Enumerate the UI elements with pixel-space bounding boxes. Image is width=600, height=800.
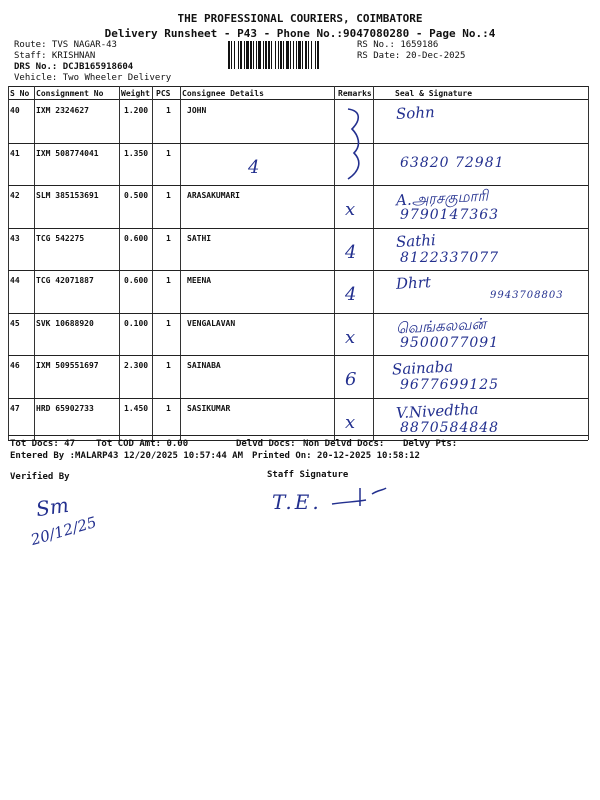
barcode-bar <box>275 41 276 69</box>
col-sno: S No <box>10 89 30 98</box>
row-pcs: 1 <box>166 361 171 370</box>
signature-phone: 9500077091 <box>400 334 500 351</box>
signature-phone: 9790147363 <box>400 207 500 223</box>
row-consignment-no: SLM 385153691 <box>36 191 99 200</box>
barcode-bar <box>296 41 297 69</box>
signature-name: Dhrt <box>395 273 432 293</box>
barcode-bar <box>250 41 252 69</box>
row-consignment-no: IXM 509551697 <box>36 361 99 370</box>
signature-phone: 9943708803 <box>490 290 564 301</box>
col-signature: Seal & Signature <box>395 89 473 98</box>
row-pcs: 1 <box>166 233 171 243</box>
verifier-initials: Sm <box>34 492 71 522</box>
row-sno: 43 <box>10 233 20 243</box>
rs-number: RS No.: 1659186 <box>357 40 439 50</box>
row-consignee: VENGALAVAN <box>187 318 236 328</box>
row-consignee: JOHN <box>187 106 207 115</box>
signature-name: V.Nivedtha <box>395 399 479 422</box>
barcode-bar <box>253 41 254 69</box>
barcode-bar <box>293 41 294 69</box>
staff-text: Staff: KRISHNAN <box>14 51 96 61</box>
row-consignee: ARASAKUMARI <box>187 191 240 200</box>
remark-mark: 6 <box>345 369 357 390</box>
barcode-bar <box>234 41 235 69</box>
row-weight: 0.600 <box>124 233 149 243</box>
row-consignment-no: SVK 10688920 <box>36 318 94 328</box>
signature-phone: 8870584848 <box>400 419 500 436</box>
remark-mark: x <box>345 199 356 220</box>
remark-mark: x <box>345 411 356 433</box>
row-weight: 2.300 <box>124 361 149 370</box>
col-weight: Weight <box>121 89 150 98</box>
row-consignment-no: IXM 508774041 <box>36 148 99 158</box>
barcode-bar <box>298 41 301 69</box>
barcode-bar <box>283 41 284 69</box>
row-consignee: SASIKUMAR <box>187 403 231 413</box>
barcode-bar <box>308 41 309 69</box>
barcode-bar <box>244 41 245 69</box>
barcode-bar <box>256 41 257 69</box>
barcode-bar <box>271 41 272 69</box>
barcode-bar <box>268 41 270 69</box>
signature-phone: 9677699125 <box>400 377 500 393</box>
row-consignee: SATHI <box>187 233 212 243</box>
barcode-bar <box>263 41 264 69</box>
staff-signature-label: Staff Signature <box>267 470 349 480</box>
col-pcs: PCS <box>156 89 171 98</box>
row-consignee: SAINABA <box>187 361 221 370</box>
staff-signature-stroke-icon <box>330 484 390 514</box>
row-pcs: 1 <box>166 106 171 115</box>
row-weight: 1.200 <box>124 106 149 115</box>
barcode-bar <box>311 41 312 69</box>
col-consignee: Consignee Details <box>182 89 264 98</box>
barcode-bar <box>265 41 267 69</box>
col-remarks: Remarks <box>338 89 372 98</box>
barcode-bar <box>278 41 279 69</box>
row-weight: 0.100 <box>124 318 149 328</box>
barcode-bar <box>315 41 316 69</box>
barcode-bar <box>240 41 242 69</box>
row-pcs: 1 <box>166 403 171 413</box>
company-title: THE PROFESSIONAL COURIERS, COIMBATORE <box>177 12 423 25</box>
row-consignee: MEENA <box>187 276 212 285</box>
row-weight: 1.450 <box>124 403 149 413</box>
total-docs: Tot Docs: 47 <box>10 439 76 449</box>
row-sno: 41 <box>10 148 20 158</box>
row-sno: 42 <box>10 191 20 200</box>
runsheet-subtitle: Delivery Runsheet - P43 - Phone No.:9047080280 - Page No.:4 <box>104 27 496 40</box>
barcode-bar <box>305 41 307 69</box>
barcode-bar <box>302 41 303 69</box>
row-consignment-no: TCG 42071887 <box>36 276 94 285</box>
row-consignment-no: HRD 65902733 <box>36 403 94 413</box>
signature-name: A.அரசகுமாரி <box>395 186 489 210</box>
printed-on: Printed On: 20-12-2025 10:58:12 <box>252 451 420 461</box>
barcode-bar <box>280 41 282 69</box>
barcode-bar <box>231 41 232 69</box>
row-consignment-no: TCG 542275 <box>36 233 85 243</box>
signature-name: வெங்கலவன் <box>395 314 487 337</box>
drs-number: DRS No.: DCJB165918604 <box>14 62 134 72</box>
non-delivered-docs: Non Delvd Docs: <box>303 439 385 449</box>
remark-mark: 4 <box>345 284 357 305</box>
delivery-points: Delvy Pts: <box>403 439 458 449</box>
signature-name: Sathi <box>395 230 437 251</box>
verifier-date: 20/12/25 <box>28 513 99 549</box>
barcode-bar <box>317 41 319 69</box>
vehicle-text: Vehicle: Two Wheeler Delivery <box>14 73 172 83</box>
barcode-bar <box>228 41 230 69</box>
staff-handwritten-signature: T.E. <box>272 490 322 514</box>
col-consignment: Consignment No <box>36 89 104 98</box>
row-sno: 44 <box>10 276 20 285</box>
entered-by: Entered By :MALARP43 12/20/2025 10:57:44 AM <box>10 451 243 461</box>
row-consignment-no: IXM 2324627 <box>36 106 89 115</box>
barcode-bar <box>290 41 291 69</box>
signature-name: Sohn <box>395 103 436 123</box>
row-pcs: 1 <box>166 276 171 285</box>
row-weight: 0.500 <box>124 191 149 200</box>
row-pcs: 1 <box>166 318 171 328</box>
row-sno: 47 <box>10 403 20 413</box>
route-text: Route: TVS NAGAR-43 <box>14 40 117 50</box>
signature-name: Sainaba <box>391 357 454 379</box>
row-sno: 40 <box>10 106 20 115</box>
row-weight: 1.350 <box>124 148 149 158</box>
row-sno: 46 <box>10 361 20 370</box>
signature-phone: 8122337077 <box>400 249 500 266</box>
rs-date: RS Date: 20-Dec-2025 <box>357 51 466 61</box>
remark-mark: 4 <box>248 156 260 178</box>
signature-phone: 63820 72981 <box>400 154 505 171</box>
row-pcs: 1 <box>166 191 171 200</box>
remark-mark: 4 <box>345 241 357 263</box>
barcode-bar <box>238 41 239 69</box>
barcode-bar <box>286 41 289 69</box>
row-sno: 45 <box>10 318 20 328</box>
barcode-image <box>228 41 355 69</box>
delivered-docs: Delvd Docs: <box>236 439 296 449</box>
row-pcs: 1 <box>166 148 171 158</box>
row-weight: 0.600 <box>124 276 149 285</box>
bracket-mark-icon <box>340 105 370 185</box>
remark-mark: x <box>345 326 356 348</box>
barcode-bar <box>246 41 249 69</box>
verified-by-label: Verified By <box>10 472 70 482</box>
total-cod: Tot COD Amt: 0.00 <box>96 439 189 449</box>
barcode-bar <box>258 41 261 69</box>
